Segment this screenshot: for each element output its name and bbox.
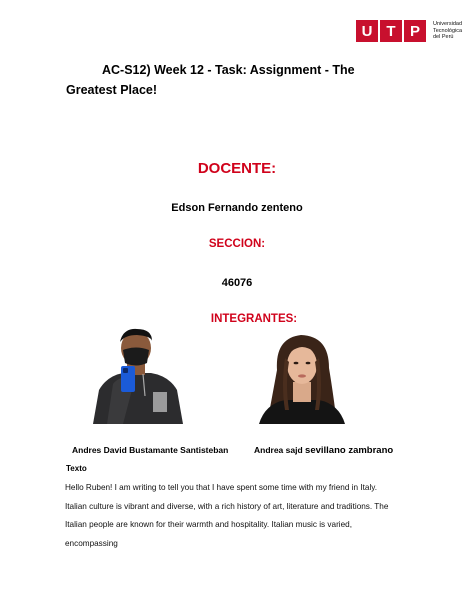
logo-subtitle: Universidad Tecnológica del Perú	[433, 21, 463, 41]
docente-name: Edson Fernando zenteno	[171, 202, 303, 214]
docente-heading: DOCENTE:	[197, 160, 277, 177]
member-name-1: Andres David Bustamante Santisteban	[72, 445, 229, 455]
body-line: Italian people are known for their warmth and hospitality. Italian music is varied,	[65, 520, 353, 530]
seccion-code: 46076	[221, 277, 253, 289]
integrantes-heading: INTEGRANTES:	[210, 313, 298, 325]
member-photo-1	[85, 326, 188, 424]
seccion-heading: SECCION:	[208, 238, 266, 250]
logo-letter-u: U	[356, 20, 378, 42]
logo-letter-t: T	[380, 20, 402, 42]
document-title	[66, 60, 396, 100]
member-name-2: Andrea sajd sevillano zambrano	[254, 445, 394, 456]
body-paragraph	[65, 479, 415, 554]
body-line: encompassing	[65, 539, 118, 549]
texto-label: Texto	[66, 464, 87, 473]
member-photo-2	[255, 330, 350, 424]
body-line: Hello Ruben! I am writing to tell you that I have spent some time with my friend in Italy.	[65, 483, 378, 492]
title-line-1: AC-S12) Week 12 - Task: Assignment - The	[102, 63, 355, 77]
utp-logo	[356, 20, 474, 42]
logo-letter-p: P	[404, 20, 426, 42]
title-line-2: Greatest Place!	[66, 83, 158, 97]
body-line: Italian culture is vibrant and diverse, with a rich history of art, literature and traditions. The	[65, 501, 389, 511]
